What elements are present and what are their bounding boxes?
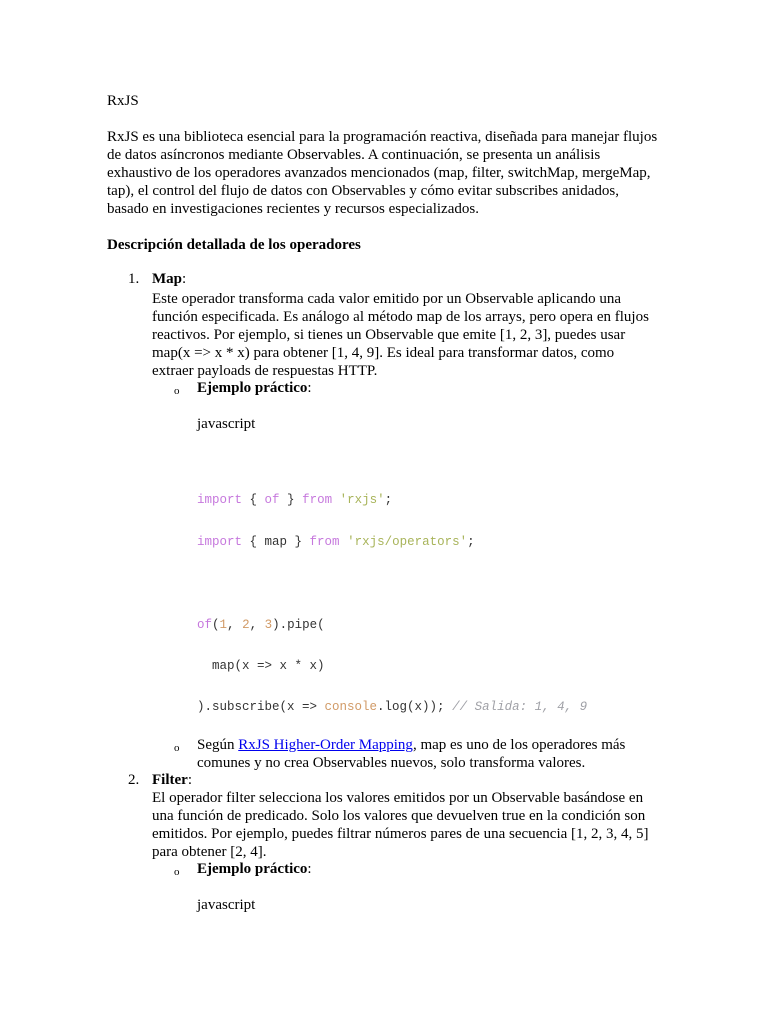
map-heading [152, 270, 186, 288]
map-desc-line: map(x => x * x) para obtener [1, 4, 9]. Es ideal para transformar datos, como [152, 345, 615, 361]
intro-line: RxJS es una biblioteca esencial para la programación reactiva, diseñada para manejar flujos [107, 129, 658, 145]
intro-line: basado en investigaciones recientes y recursos especializados. [107, 201, 479, 217]
map-desc-line: extraer payloads de respuestas HTTP. [152, 363, 378, 379]
intro-line: tap), el control del flujo de datos con Observables y cómo evitar subscribes anidados, [107, 183, 619, 199]
filter-desc-line: para obtener [2, 4]. [152, 844, 267, 860]
intro-paragraph [107, 128, 657, 218]
filter-desc-line: emitidos. Por ejemplo, puedes filtrar números pares de una secuencia [1, 2, 3, 4, 5] [152, 826, 649, 842]
intro-line: de datos asíncronos mediante Observables. A continuación, se presenta un análisis [107, 147, 601, 163]
document-title: RxJS [107, 93, 139, 109]
code-line-map: map(x => x * x) [212, 659, 325, 673]
list-number-2: 2. [128, 772, 140, 788]
filter-name: Filter [152, 772, 188, 788]
filter-example-label: Ejemplo práctico: [197, 861, 312, 877]
filter-code-language: javascript [197, 897, 256, 913]
sub-bullet: o [174, 385, 180, 397]
map-desc-line: reactivos. Por ejemplo, si tienes un Observable que emite [1, 2, 3], puedes usar [152, 327, 626, 343]
code-line-subscribe: ).subscribe(x => console.log(x)); // Salida: 1, 4, 9 [197, 700, 588, 714]
sub-bullet: o [174, 866, 180, 878]
map-desc-line: función especificada. Es análogo al método map de los arrays, pero opera en flujos [152, 309, 649, 325]
filter-desc-line: una función de predicado. Solo los valores que devuelven true en la condición son [152, 808, 646, 824]
map-description [152, 290, 649, 380]
map-code-language: javascript [197, 416, 256, 432]
map-desc-line: Este operador transforma cada valor emitido por un Observable aplicando una [152, 291, 621, 307]
filter-heading [152, 771, 192, 789]
map-note: Según RxJS Higher-Order Mapping, map es uno de los operadores más comunes y no crea Observables nuevos, solo transforma valores. [197, 737, 626, 771]
code-line-import-map: import { map } from 'rxjs/operators'; [197, 535, 475, 549]
code-line-import-of: import { of } from 'rxjs'; [197, 493, 393, 507]
map-name: Map [152, 271, 182, 287]
filter-desc-line: El operador filter selecciona los valores emitidos por un Observable basándose en [152, 790, 644, 806]
filter-colon: : [187, 772, 192, 788]
list-number-1: 1. [128, 271, 140, 287]
intro-line: exhaustivo de los operadores avanzados mencionados (map, filter, switchMap, mergeMap, [107, 165, 651, 181]
section-heading: Descripción detallada de los operadores [107, 237, 361, 253]
map-example-label: Ejemplo práctico: [197, 380, 312, 396]
filter-description [152, 789, 649, 861]
sub-bullet: o [174, 742, 180, 754]
code-line-of-pipe: of(1, 2, 3).pipe( [197, 618, 325, 632]
rxjs-higher-order-mapping-link[interactable]: RxJS Higher-Order Mapping [238, 737, 413, 753]
map-colon: : [182, 271, 187, 287]
